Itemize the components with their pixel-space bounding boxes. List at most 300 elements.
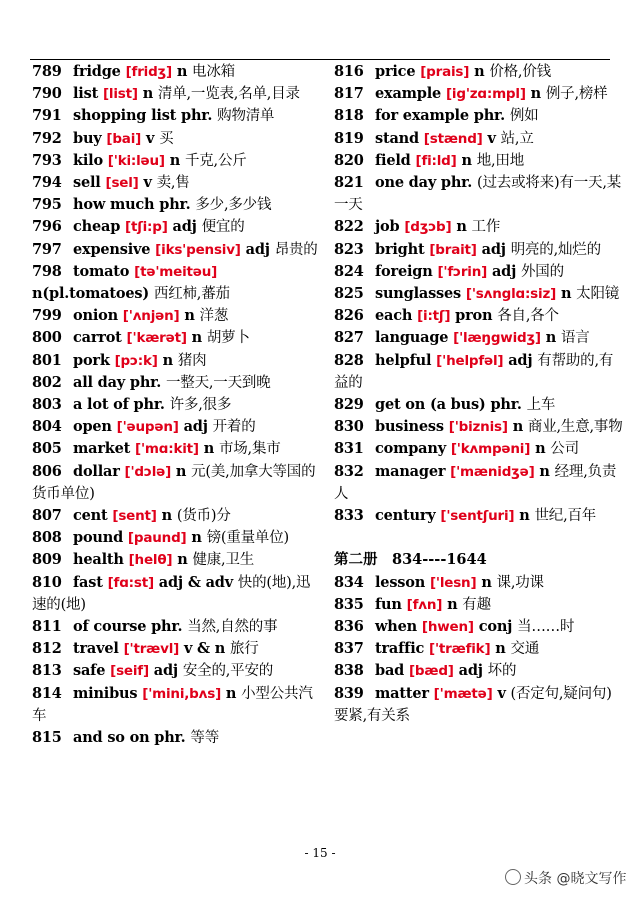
entry-gloss: (否定句,疑问句)要紧,有关系: [334, 685, 612, 724]
entry-word: travel: [73, 640, 119, 658]
entry-gloss: 商业,生意,事物: [527, 419, 623, 436]
entry-phonetic: ['ʌnjən]: [122, 308, 180, 325]
entry-part-of-speech: adj: [172, 218, 197, 236]
entry-number: 832: [334, 462, 364, 480]
entry-gloss: 交通: [510, 641, 540, 658]
entry-gloss: 世纪,百年: [534, 508, 597, 525]
entry-word: business: [375, 418, 444, 436]
entry-gloss: 价格,价钱: [489, 64, 551, 80]
vocab-entry: [334, 261, 624, 283]
entry-word: safe: [73, 662, 106, 680]
entry-gloss: 洋葱: [199, 308, 229, 325]
entry-gloss: 各自,各个: [497, 308, 559, 325]
entry-gloss: 便宜的: [201, 219, 245, 236]
entry-number: 830: [334, 418, 364, 436]
entry-part-of-speech: v: [497, 684, 506, 702]
entry-number: 827: [334, 329, 364, 347]
entry-word: company: [375, 440, 446, 458]
vocab-entry: [334, 416, 624, 438]
entry-phonetic: [helθ]: [128, 552, 173, 569]
entry-part-of-speech: n: [162, 351, 173, 369]
entry-part-of-speech: v & n: [183, 640, 226, 658]
entry-phonetic: ['læŋgwidʒ]: [453, 330, 541, 347]
entry-part-of-speech: n: [545, 329, 557, 347]
entry-gloss: 坏的: [487, 663, 517, 680]
entry-part-of-speech: adj: [153, 662, 178, 680]
entry-gloss: 清单,一览表,名单,目录: [157, 86, 300, 103]
vocab-entry: [32, 572, 322, 616]
entry-word: lesson: [375, 573, 426, 591]
entry-part-of-speech: n: [169, 151, 181, 169]
entry-word: health: [73, 551, 124, 569]
entry-phonetic: ['dɔlə]: [124, 463, 172, 480]
entry-word: and so on: [73, 729, 150, 747]
entry-word: language: [375, 329, 449, 347]
entry-word: get on (a bus): [375, 396, 486, 414]
vocab-entry: [32, 438, 322, 460]
entry-part-of-speech: n: [191, 529, 202, 547]
entry-part-of-speech: n: [447, 595, 458, 613]
entry-word: manager: [375, 462, 446, 480]
entry-number: 795: [32, 196, 62, 214]
entry-word: of course: [73, 618, 147, 636]
entry-part-of-speech: n: [560, 285, 572, 303]
entry-phonetic: [bai]: [106, 130, 142, 147]
entry-gloss: 地,田地: [476, 152, 524, 169]
entry-number: 797: [32, 240, 62, 258]
entry-word: example: [375, 85, 442, 103]
entry-word: kilo: [73, 151, 103, 169]
entry-gloss: 元(美,加拿大等国的货币单位): [32, 463, 316, 502]
vocab-entry: [32, 105, 322, 127]
entry-part-of-speech: conj: [478, 618, 513, 636]
entry-number: 817: [334, 85, 364, 103]
entry-phonetic: [sel]: [105, 175, 139, 192]
entry-number: 803: [32, 396, 62, 414]
entry-number: 801: [32, 351, 62, 369]
entry-phonetic: [seif]: [110, 663, 149, 680]
entry-word: dollar: [73, 462, 120, 480]
vocab-entry: [334, 683, 624, 727]
entry-part-of-speech: adj: [245, 240, 270, 258]
entry-number: 837: [334, 640, 364, 658]
entry-gloss: 昂贵的: [274, 241, 318, 258]
entry-gloss: (货币)分: [176, 508, 231, 525]
entry-word: all day: [73, 373, 126, 391]
entry-number: 794: [32, 174, 62, 192]
entry-phonetic: [tʃi:p]: [125, 219, 168, 236]
entry-part-of-speech: n: [530, 85, 541, 103]
entry-number: 838: [334, 662, 364, 680]
entry-part-of-speech: n: [175, 462, 187, 480]
entry-part-of-speech: v: [487, 129, 496, 147]
entry-phonetic: ['kærət]: [126, 330, 187, 347]
entry-phonetic: [fɑ:st]: [107, 574, 154, 591]
entry-number: 819: [334, 129, 364, 147]
entry-word: field: [375, 151, 411, 169]
vocab-entry: [32, 128, 322, 150]
entry-gloss: 购物清单: [217, 108, 275, 125]
entry-part-of-speech: n: [161, 507, 172, 525]
vocab-entry: [32, 261, 322, 305]
entry-gloss: 例如: [509, 108, 539, 125]
entry-number: 806: [32, 462, 62, 480]
entry-number: 807: [32, 507, 62, 525]
entry-word: sunglasses: [375, 285, 462, 303]
entry-phonetic: ['træfik]: [429, 641, 491, 658]
entry-part-of-speech: phr.: [159, 196, 191, 214]
entry-gloss: 卖,售: [156, 175, 190, 192]
vocab-entry: [334, 128, 624, 150]
entry-gloss: 站,立: [500, 130, 534, 147]
entry-number: 790: [32, 85, 62, 103]
entry-gloss: 西红柿,蕃茄: [153, 286, 230, 303]
entry-part-of-speech: n: [495, 640, 506, 658]
vocab-entry: [32, 549, 322, 571]
entry-part-of-speech: n: [225, 684, 237, 702]
entry-gloss: 快的(地),迅速的(地): [32, 574, 311, 613]
entry-number: 802: [32, 373, 62, 391]
entry-gloss: 有趣: [462, 596, 491, 613]
section-gap: [334, 527, 624, 549]
entry-phonetic: [iks'pensiv]: [155, 241, 241, 258]
entry-word: fridge: [73, 63, 121, 80]
entry-number: 821: [334, 174, 364, 192]
vocab-entry: [334, 150, 624, 172]
entry-gloss: 当……时: [517, 619, 575, 636]
entry-number: 813: [32, 662, 62, 680]
entry-word: matter: [375, 684, 429, 702]
entry-part-of-speech: adj: [458, 662, 483, 680]
entry-phonetic: [i:tʃ]: [417, 308, 451, 325]
entry-part-of-speech: n: [512, 418, 524, 436]
entry-part-of-speech: phr.: [129, 373, 162, 391]
entry-phonetic: [prais]: [420, 64, 470, 80]
entry-phonetic: [fi:ld]: [415, 152, 457, 169]
vocab-entry: [334, 616, 624, 638]
entry-gloss: 明亮的,灿烂的: [510, 241, 601, 258]
entry-number: 834: [334, 573, 364, 591]
entry-part-of-speech: n: [177, 551, 188, 569]
entry-number: 823: [334, 240, 364, 258]
entry-part-of-speech: phr.: [473, 107, 505, 125]
entry-number: 804: [32, 418, 62, 436]
entry-number: 812: [32, 640, 62, 658]
book2-heading: 第二册 834----1644: [334, 551, 487, 569]
entry-number: 828: [334, 351, 364, 369]
entry-number: 798: [32, 262, 62, 280]
entry-part-of-speech: phr.: [181, 107, 213, 125]
entry-part-of-speech: n: [474, 63, 485, 80]
vocab-entry: [334, 283, 624, 305]
entry-number: 811: [32, 618, 62, 636]
entry-phonetic: [bæd]: [408, 663, 454, 680]
entry-word: helpful: [375, 351, 432, 369]
top-rule: [30, 59, 610, 60]
entry-part-of-speech: n: [191, 329, 203, 347]
entry-phonetic: [list]: [102, 86, 138, 103]
vocab-entry: [334, 660, 624, 682]
vocab-entry: [32, 660, 322, 682]
vocab-entry: [32, 305, 322, 327]
watermark-text: 头条 @晓文写作: [524, 871, 627, 887]
entry-part-of-speech: n: [456, 218, 467, 236]
entry-number: 805: [32, 440, 62, 458]
entry-number: 818: [334, 107, 364, 125]
vocab-entry: [32, 83, 322, 105]
entry-gloss: 猪肉: [177, 352, 207, 369]
entry-number: 810: [32, 573, 62, 591]
entry-part-of-speech: phr.: [440, 174, 473, 192]
entry-part-of-speech: n: [535, 440, 546, 458]
entry-gloss: 市场,集市: [218, 441, 281, 458]
vocab-entry: [334, 638, 624, 660]
vocab-entry: [32, 172, 322, 194]
entry-word: a lot of: [73, 396, 129, 414]
entry-gloss: 胡萝卜: [206, 330, 250, 347]
entry-number: 825: [334, 285, 364, 303]
entry-gloss: (过去或将来)有一天,某一天: [334, 175, 622, 214]
entry-phonetic: ['sentʃuri]: [440, 508, 515, 525]
entry-number: 789: [32, 63, 62, 80]
entry-phonetic: ['fɔrin]: [437, 263, 488, 280]
entry-phonetic: ['biznis]: [448, 419, 508, 436]
entry-phonetic: ['trævl]: [123, 641, 180, 658]
vocab-entry: [334, 438, 624, 460]
watermark: [505, 868, 626, 888]
entry-number: 835: [334, 595, 364, 613]
entry-word: one day: [375, 174, 437, 192]
vocab-entry: [334, 305, 624, 327]
entry-word: pork: [73, 351, 110, 369]
entry-number: 820: [334, 151, 364, 169]
entry-number: 814: [32, 684, 62, 702]
vocab-entry: [334, 83, 624, 105]
entry-word: expensive: [73, 240, 151, 258]
vocab-entry: [32, 461, 322, 505]
vocab-entry: [334, 350, 624, 394]
entry-word: onion: [73, 307, 118, 325]
entry-gloss: 外国的: [521, 263, 564, 280]
entry-number: 816: [334, 63, 364, 80]
entry-number: 808: [32, 529, 62, 547]
entry-phonetic: [tə'meitəu]: [134, 263, 218, 280]
entry-part-of-speech: n: [203, 440, 215, 458]
entry-gloss: 例子,榜样: [545, 86, 608, 103]
entry-word: fast: [73, 573, 103, 591]
entry-number: 836: [334, 618, 364, 636]
entry-word: each: [375, 307, 413, 325]
entry-part-of-speech: phr.: [133, 396, 165, 414]
vocab-entry: [32, 194, 322, 216]
entry-part-of-speech: n: [176, 63, 188, 80]
vocab-entry: [334, 505, 624, 527]
entry-gloss: 电冰箱: [192, 64, 235, 80]
vocab-entry: [32, 327, 322, 349]
entry-gloss: 工作: [471, 219, 501, 236]
entry-number: 796: [32, 218, 62, 236]
vocab-entry: [32, 239, 322, 261]
entry-word: for example: [375, 107, 469, 125]
entry-number: 800: [32, 329, 62, 347]
entry-gloss: 许多,很多: [169, 397, 232, 414]
vocab-entry: [334, 394, 624, 416]
entry-phonetic: ['mætə]: [433, 685, 493, 702]
left-column: [32, 61, 322, 749]
entry-word: buy: [73, 129, 102, 147]
entry-gloss: 当然,自然的事: [187, 619, 278, 636]
vocab-entry: [334, 61, 624, 83]
entry-gloss: 健康,卫生: [192, 552, 255, 569]
entry-word: carrot: [73, 329, 122, 347]
entry-gloss: 多少,多少钱: [195, 197, 272, 214]
entry-phonetic: ['əupən]: [116, 419, 179, 436]
entry-part-of-speech: n: [184, 307, 195, 325]
vocab-entry: [32, 727, 322, 749]
entry-number: 809: [32, 551, 62, 569]
entry-word: bad: [375, 662, 405, 680]
entry-word: shopping list: [73, 107, 177, 125]
entry-gloss: 公司: [550, 441, 579, 458]
entry-word: bright: [375, 240, 425, 258]
entry-word: fun: [375, 595, 402, 613]
entry-phonetic: [fridʒ]: [125, 64, 172, 80]
entry-word: stand: [375, 129, 419, 147]
entry-part-of-speech: n: [519, 507, 530, 525]
entry-part-of-speech: n: [142, 85, 154, 103]
entry-part-of-speech: v: [143, 174, 152, 192]
entry-gloss: 买: [159, 130, 174, 147]
entry-phonetic: [sent]: [112, 508, 157, 525]
entry-word: traffic: [375, 640, 425, 658]
entry-part-of-speech: n(pl.tomatoes): [32, 285, 150, 303]
entry-phonetic: [fʌn]: [406, 596, 443, 613]
entry-number: 793: [32, 151, 62, 169]
entry-phonetic: ['kʌmpəni]: [450, 441, 531, 458]
entry-gloss: 上车: [526, 397, 556, 414]
entry-phonetic: ['sʌnglɑ:siz]: [465, 286, 557, 303]
entry-gloss: 经理,负责人: [334, 463, 617, 502]
vocab-entry: [32, 394, 322, 416]
entry-number: 791: [32, 107, 62, 125]
entry-number: 822: [334, 218, 364, 236]
entry-gloss: 小型公共汽车: [32, 685, 313, 724]
vocab-entry: [32, 216, 322, 238]
entry-phonetic: [paund]: [127, 530, 187, 547]
entry-phonetic: [stænd]: [423, 130, 483, 147]
entry-number: 829: [334, 396, 364, 414]
vocab-entry: [32, 616, 322, 638]
vocab-entry: [334, 594, 624, 616]
entry-part-of-speech: v: [145, 129, 155, 147]
vocab-entry: [334, 216, 624, 238]
entry-part-of-speech: adj & adv: [158, 573, 233, 591]
entry-part-of-speech: phr.: [151, 618, 183, 636]
entry-word: how much: [73, 196, 155, 214]
entry-number: 831: [334, 440, 364, 458]
entry-gloss: 安全的,平安的: [182, 663, 274, 680]
entry-part-of-speech: pron: [455, 307, 493, 325]
entry-word: cheap: [73, 218, 121, 236]
entry-gloss: 镑(重量单位): [206, 530, 289, 547]
entry-part-of-speech: adj: [481, 240, 506, 258]
entry-part-of-speech: adj: [491, 262, 517, 280]
entry-part-of-speech: n: [481, 573, 492, 591]
entry-phonetic: ['mini,bʌs]: [142, 685, 222, 702]
entry-phonetic: [ig'zɑ:mpl]: [445, 86, 526, 103]
entry-word: cent: [73, 507, 108, 525]
entry-part-of-speech: phr.: [490, 396, 522, 414]
vocab-entry: [32, 683, 322, 727]
vocab-entry: [334, 461, 624, 505]
entry-word: when: [375, 618, 417, 636]
entry-part-of-speech: phr.: [154, 729, 186, 747]
entry-part-of-speech: adj: [508, 351, 533, 369]
entry-word: sell: [73, 174, 101, 192]
watermark-icon: [505, 869, 521, 885]
vocab-entry: [334, 327, 624, 349]
entry-number: 839: [334, 684, 364, 702]
entry-phonetic: ['ki:ləu]: [107, 152, 165, 169]
vocab-entry: [334, 172, 624, 216]
entry-phonetic: ['lesn]: [429, 574, 477, 591]
entry-number: 815: [32, 729, 62, 747]
entry-gloss: 有帮助的,有益的: [334, 352, 614, 391]
entry-gloss: 等等: [190, 730, 219, 747]
entry-part-of-speech: n: [461, 151, 472, 169]
entry-phonetic: ['mænidʒə]: [450, 463, 535, 480]
vocab-entry: [32, 505, 322, 527]
vocab-entry: [334, 239, 624, 261]
entry-number: 792: [32, 129, 62, 147]
entry-gloss: 课,功课: [496, 574, 544, 591]
entry-word: minibus: [73, 684, 138, 702]
entry-word: foreign: [375, 262, 433, 280]
entry-gloss: 语言: [560, 330, 590, 347]
vocab-entry: [32, 527, 322, 549]
entry-phonetic: ['helpfəl]: [436, 352, 504, 369]
entry-phonetic: [dʒɔb]: [404, 219, 452, 236]
entry-phonetic: [hwen]: [421, 619, 474, 636]
entry-gloss: 旅行: [230, 641, 259, 658]
vocab-entry: [32, 350, 322, 372]
entry-phonetic: ['mɑ:kit]: [135, 441, 199, 458]
vocab-entry: [32, 150, 322, 172]
entry-word: market: [73, 440, 131, 458]
vocab-entry: [32, 61, 322, 83]
vocab-entry: [32, 372, 322, 394]
entry-number: 833: [334, 507, 364, 525]
entry-gloss: 千克,公斤: [184, 152, 247, 169]
entry-gloss: 太阳镜: [576, 286, 620, 303]
entry-word: century: [375, 507, 436, 525]
entry-number: 799: [32, 307, 62, 325]
vocab-entry: [32, 416, 322, 438]
entry-word: job: [375, 218, 400, 236]
entry-phonetic: [pɔ:k]: [114, 352, 158, 369]
entry-phonetic: [brait]: [429, 241, 477, 258]
entry-word: price: [375, 63, 416, 80]
entry-part-of-speech: n: [539, 462, 550, 480]
entry-word: pound: [73, 529, 124, 547]
entry-gloss: 开着的: [212, 419, 256, 436]
entry-number: 824: [334, 262, 364, 280]
entry-part-of-speech: adj: [183, 418, 208, 436]
entry-gloss: 一整天,一天到晚: [166, 374, 271, 391]
page-number: - 15 -: [304, 846, 336, 860]
entry-word: open: [73, 418, 112, 436]
vocab-entry: [334, 572, 624, 594]
